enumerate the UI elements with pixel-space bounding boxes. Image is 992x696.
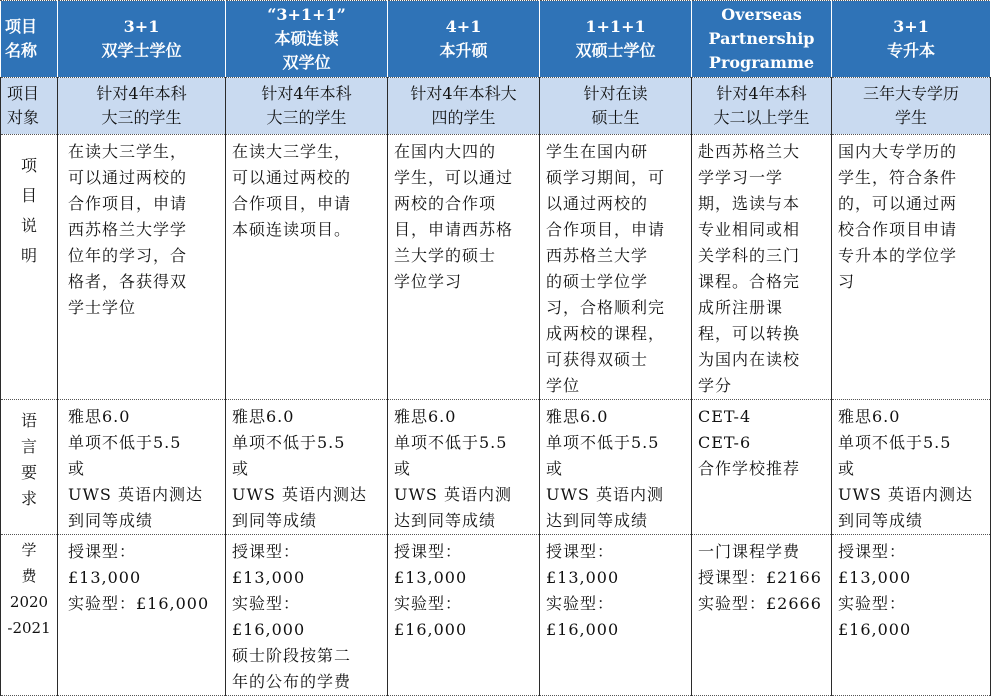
description-cell: 在读大三学生， 可以通过两校的 合作项目，申请 本硕连读项目。 bbox=[226, 135, 388, 400]
description-cell: 学生在国内研 硕学习期间，可 以通过两校的 合作项目，申请 西苏格兰大学 的硕士学位学 习，合格顺利完 成两校的课程， 可获得双硕士 学位 bbox=[540, 135, 692, 400]
fees-row bbox=[1, 535, 991, 696]
header-row bbox=[1, 1, 991, 78]
language-cell: 雅思6.0 单项不低于5.5 或 UWS 英语内测 达到同等成绩 bbox=[540, 400, 692, 535]
language-row-label: 语 言 要 求 bbox=[1, 400, 58, 535]
fee-cell: 授课型： £13,000 实验型：£16,000 bbox=[58, 535, 226, 696]
language-cell: 雅思6.0 单项不低于5.5 或 UWS 英语内测达 到同等成绩 bbox=[58, 400, 226, 535]
fee-cell: 授课型： £13,000 实验型： £16,000 硕士阶段按第二 年的公布的学费 bbox=[226, 535, 388, 696]
description-cell: 在读大三学生， 可以通过两校的 合作项目，申请 西苏格兰大学学 位年的学习，合 格者，各获得双 学士学位 bbox=[58, 135, 226, 400]
fee-cell: 授课型： £13,000 实验型： £16,000 bbox=[388, 535, 540, 696]
description-row-label: 项 目 说 明 bbox=[1, 135, 58, 400]
header-4plus1-master: 4+1 本升硕 bbox=[388, 1, 540, 78]
target-cell: 针对4年本科大 四的学生 bbox=[388, 78, 540, 135]
target-cell: 针对4年本科 大三的学生 bbox=[226, 78, 388, 135]
fee-cell: 授课型： £13,000 实验型： £16,000 bbox=[540, 535, 692, 696]
language-cell: 雅思6.0 单项不低于5.5 或 UWS 英语内测 达到同等成绩 bbox=[388, 400, 540, 535]
fee-cell: 授课型： £13,000 实验型： £16,000 bbox=[832, 535, 991, 696]
target-cell: 针对4年本科 大三的学生 bbox=[58, 78, 226, 135]
header-overseas-partnership: Overseas Partnership Programme bbox=[692, 1, 832, 78]
description-row bbox=[1, 135, 991, 400]
header-corner-label: 项目 名称 bbox=[1, 1, 58, 78]
language-cell: 雅思6.0 单项不低于5.5 或 UWS 英语内测达 到同等成绩 bbox=[226, 400, 388, 535]
fee-cell: 一门课程学费 授课型：£2166 实验型：£2666 bbox=[692, 535, 832, 696]
language-cell: CET-4 CET-6 合作学校推荐 bbox=[692, 400, 832, 535]
description-cell: 国内大专学历的 学生，符合条件 的，可以通过两 校合作项目申请 专升本的学位学 习 bbox=[832, 135, 991, 400]
header-1plus1plus1-dual-master: 1+1+1 双硕士学位 bbox=[540, 1, 692, 78]
description-cell: 在国内大四的 学生，可以通过 两校的合作项 目，申请西苏格 兰大学的硕士 学位学习 bbox=[388, 135, 540, 400]
language-cell: 雅思6.0 单项不低于5.5 或 UWS 英语内测达 到同等成绩 bbox=[832, 400, 991, 535]
target-cell: 针对在读 硕士生 bbox=[540, 78, 692, 135]
language-row bbox=[1, 400, 991, 535]
header-3plus1plus1-bachelor-master: “3+1+1” 本硕连读 双学位 bbox=[226, 1, 388, 78]
target-row-label: 项目 对象 bbox=[1, 78, 58, 135]
description-cell: 赴西苏格兰大 学学习一学 期，选读与本 专业相同或相 关学科的三门 课程。合格完 成所注册课 程，可以转换 为国内在读校 学分 bbox=[692, 135, 832, 400]
fees-row-label: 学 费 2020 -2021 bbox=[1, 535, 58, 696]
header-3plus1-dual-bachelor: 3+1 双学士学位 bbox=[58, 1, 226, 78]
target-cell: 针对4年本科 大二以上学生 bbox=[692, 78, 832, 135]
header-3plus1-upgrade: 3+1 专升本 bbox=[832, 1, 991, 78]
target-cell: 三年大专学历 学生 bbox=[832, 78, 991, 135]
target-row bbox=[1, 78, 991, 135]
